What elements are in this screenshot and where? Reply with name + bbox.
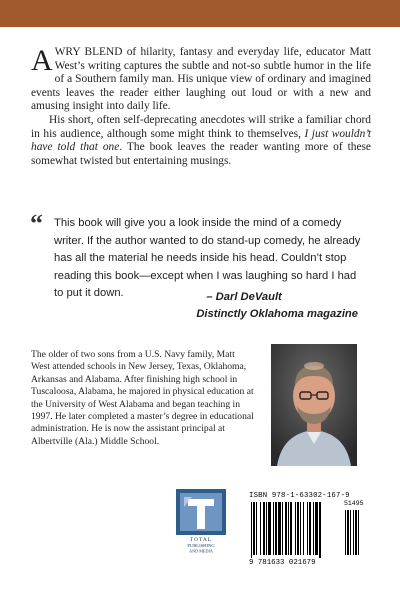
barcode-bars (249, 502, 362, 560)
isbn-label: ISBN 978-1-63302-167-9 (249, 492, 350, 500)
description-paragraph-2-end: . The book leaves the reader wanting more of these somewhat twisted but entertaining musings. (31, 141, 371, 167)
quote-attribution (196, 289, 358, 323)
review-quote (30, 209, 366, 320)
barcode-bar (307, 502, 308, 555)
description-paragraph-2-text: His short, often self-deprecating anecdotes will strike a familiar chord in his audience, although some might think to themselves, (31, 113, 371, 140)
barcode-bar (263, 502, 265, 555)
quote-text: This book will give you a look inside the mind of a comedy writer. If the author wanted to do stand-up comedy, he already has all the material he needs inside his head. Couldn’t stop reading this book—except when I was laughing so hard I had to put it down. (54, 217, 361, 300)
quote-source: Distinctly Oklahoma magazine (196, 308, 358, 320)
barcode-bar (295, 502, 296, 555)
book-description (31, 46, 371, 168)
barcode-bar (273, 502, 274, 555)
description-paragraph-1-text: WRY BLEND of hilarity, fantasy and everyday life, educator Matt West’s writing captures the subtle and not-so subtle humor in the life of a Southern family man. His unique view of ordinary and imagined events leaves the reader either laughing out loud or with a new and amusing insight into daily life. (31, 46, 371, 113)
barcode-bar (278, 502, 281, 555)
barcode-bar (315, 502, 318, 555)
barcode-addon-bar (345, 510, 346, 555)
description-paragraph-2 (31, 114, 371, 168)
barcode-bar (300, 502, 301, 555)
barcode-bar (285, 502, 287, 555)
author-bio: The older of two sons from a U.S. Navy family, Matt West attended schools in New Jersey, Texas, Oklahoma, Arkansas and Alabama. After finishing high school in Tuscaloosa, Alabama, he majored in physical education at the University of West Alabama and began teaching in 1997. He later completed a master’s degree in educational administration. He is now the assistant principal at Albertville (Ala.) Middle School. (31, 349, 254, 447)
barcode-bar (268, 502, 271, 555)
author-photo (271, 344, 357, 466)
drop-cap: A (31, 44, 53, 77)
quote-author: – Darl DeVault (206, 291, 282, 303)
isbn-barcode (249, 492, 362, 568)
barcode-bar (288, 502, 289, 555)
barcode-bar (290, 502, 292, 555)
publisher-name-line1: TOTAL (189, 537, 213, 543)
barcode-digits: 9 781633 021679 (249, 559, 316, 567)
barcode-bar (309, 502, 311, 555)
description-italic-phrase: I just wouldn’t have told that one (31, 127, 371, 154)
barcode-addon-bar (358, 510, 359, 555)
barcode-bar (253, 502, 255, 555)
barcode-addon-bar (350, 510, 351, 555)
barcode-bar (297, 502, 299, 555)
publisher-logo (176, 489, 226, 553)
barcode-bar (266, 502, 267, 555)
barcode-bar (303, 502, 304, 555)
price-code: 51495 (344, 500, 364, 507)
quote-mark-icon: “ (30, 209, 43, 238)
barcode-bar (313, 502, 314, 555)
description-paragraph-1 (31, 46, 371, 114)
barcode-bar (319, 502, 321, 558)
barcode-addon-bar (347, 510, 349, 555)
barcode-bar (282, 502, 283, 555)
top-color-band (0, 0, 400, 27)
barcode-bar (251, 502, 252, 558)
barcode-bar (275, 502, 277, 555)
barcode-addon-bar (355, 510, 357, 555)
publisher-name-line3: AND MEDIA (189, 548, 213, 553)
barcode-addon-bar (353, 510, 354, 555)
barcode-bar (260, 502, 261, 555)
barcode-bar (256, 502, 257, 555)
publisher-name-line2: PUBLISHING (187, 543, 215, 548)
